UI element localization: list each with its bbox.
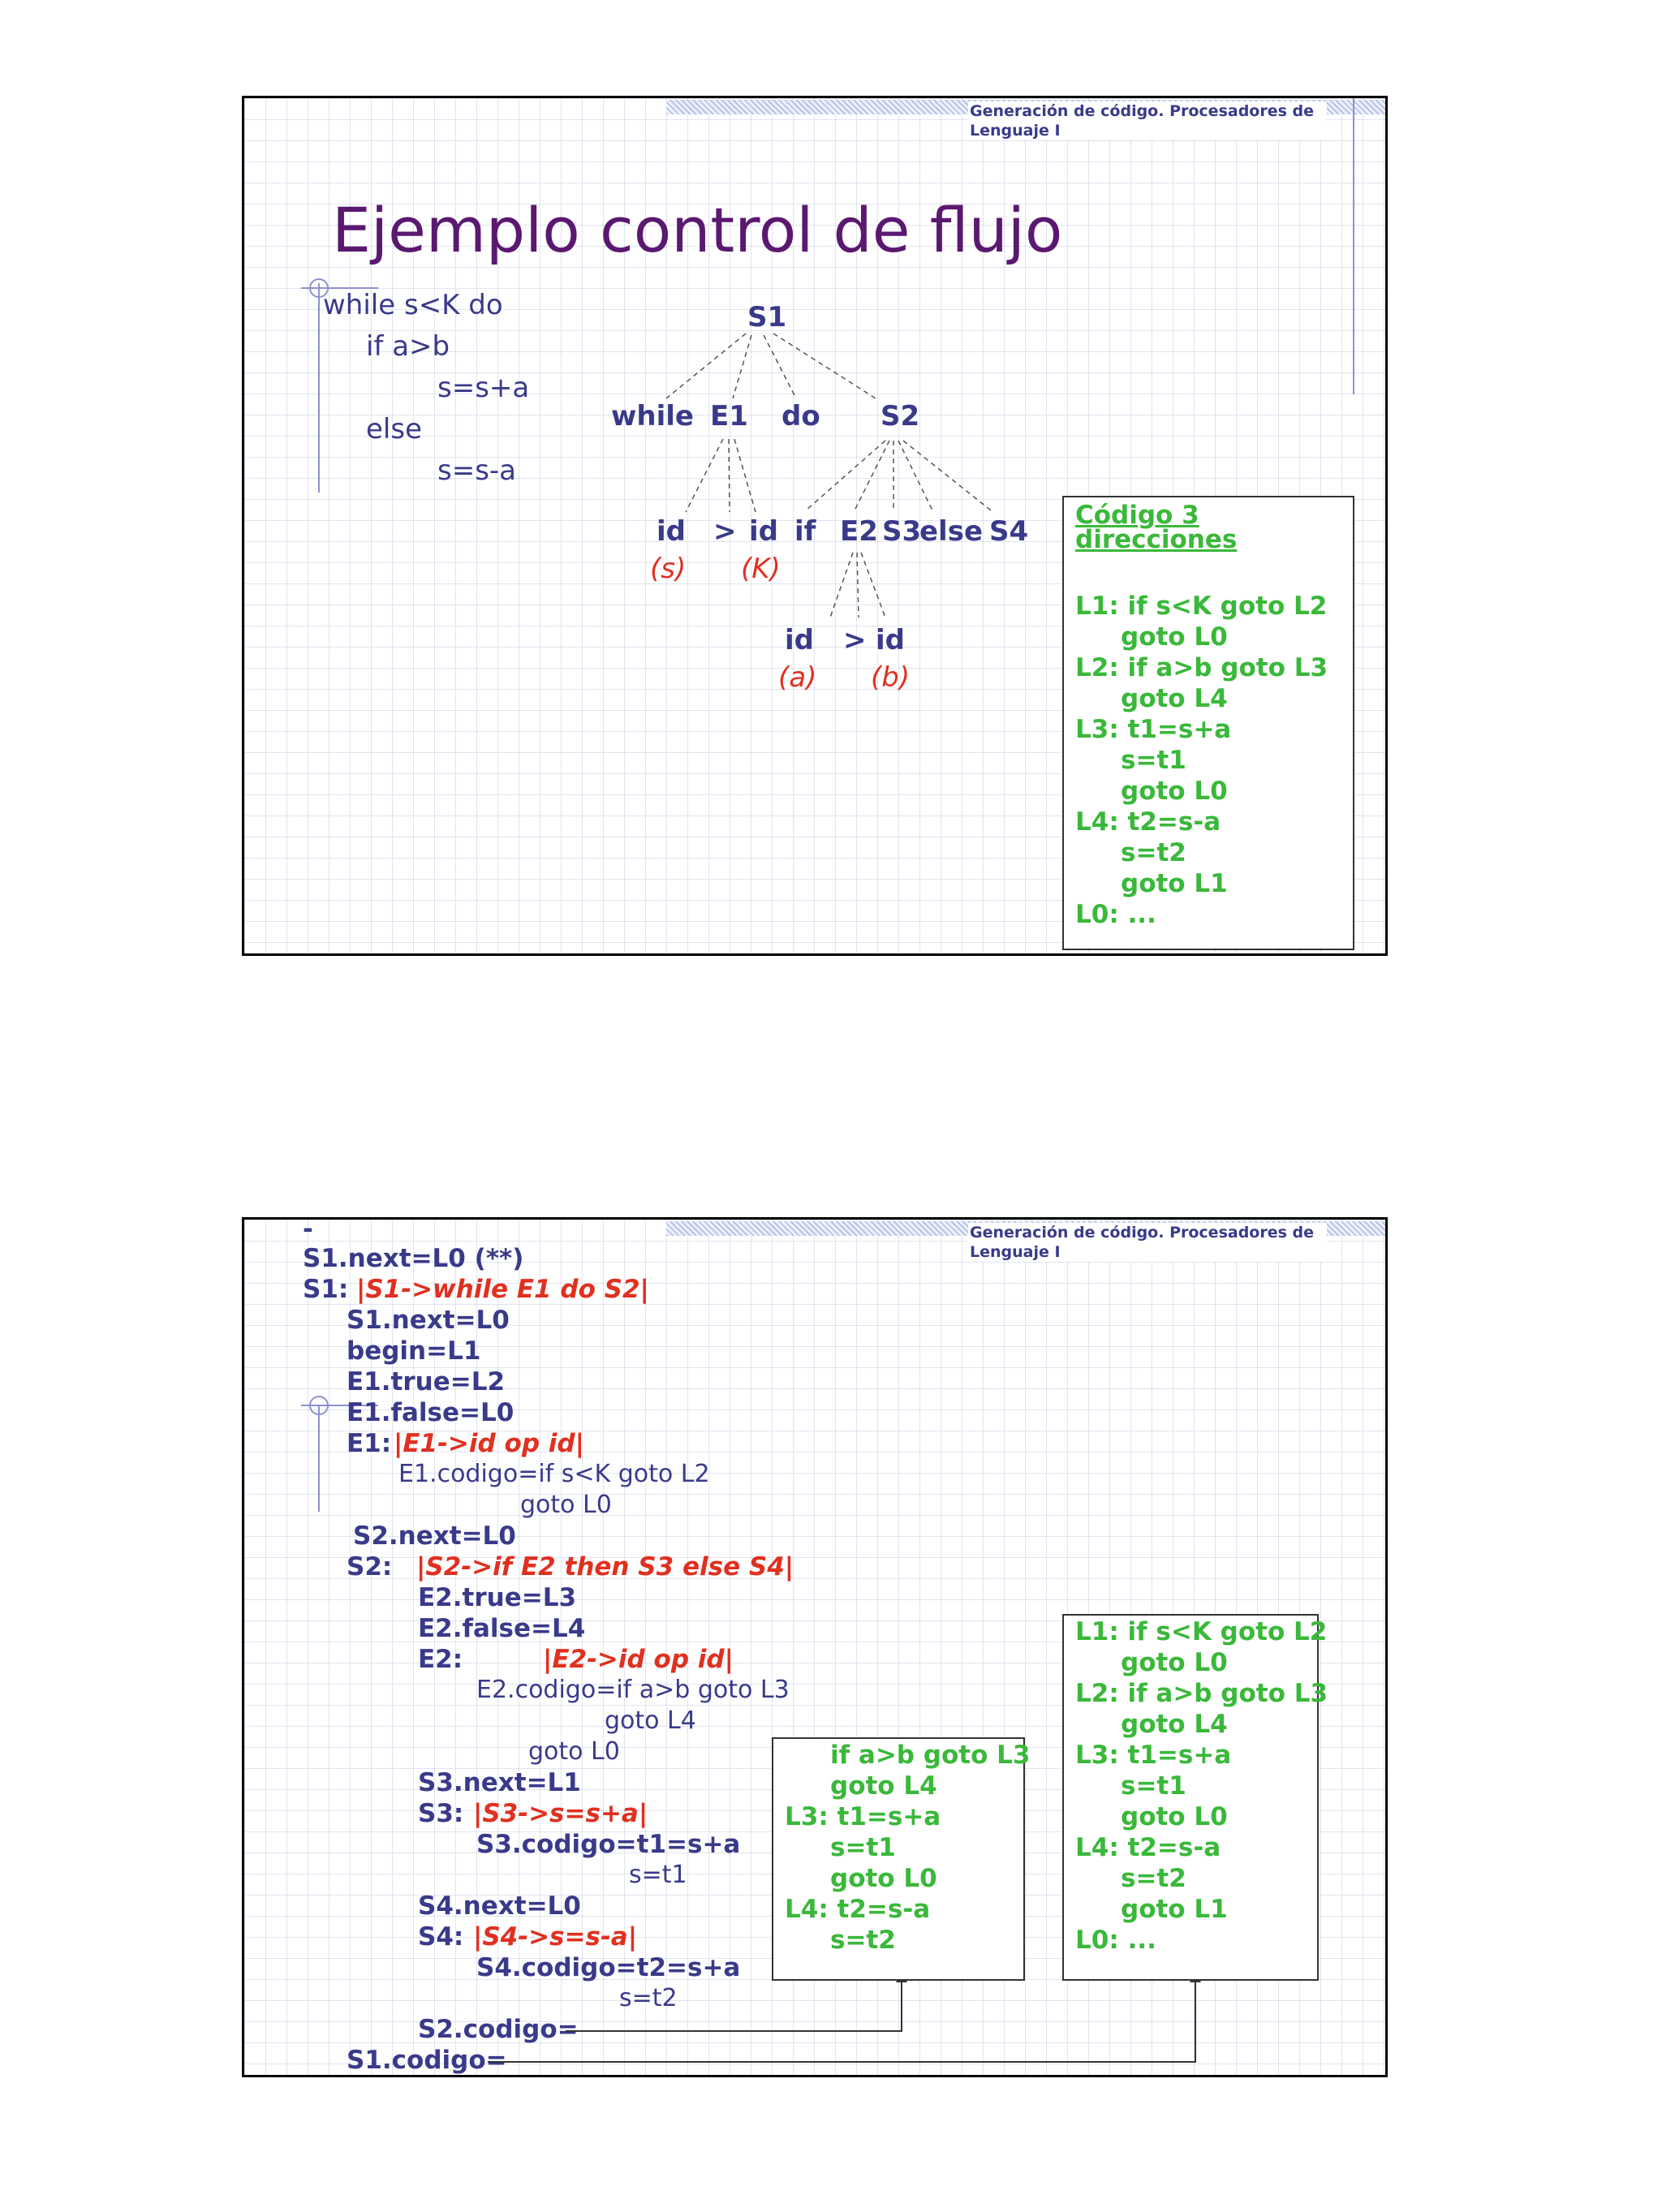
tree-node-id: id <box>876 624 905 656</box>
tree-node-else: else <box>919 515 984 548</box>
code-line: E1.codigo=if s<K goto L2 <box>398 1460 710 1488</box>
code-line: goto L0 <box>520 1491 612 1519</box>
semantic-line: S1.next=L0 <box>347 1306 510 1335</box>
box-heading: Código 3 <box>1075 501 1199 530</box>
code-line: goto L0 <box>1121 1648 1228 1677</box>
tree-node-if: if <box>794 515 816 548</box>
semantic-line: S3.codigo=t1=s+a <box>476 1830 741 1859</box>
semantic-label: S1: <box>303 1275 349 1304</box>
semantic-line: E1.false=L0 <box>347 1398 515 1427</box>
tree-node-s1: S1 <box>747 301 787 334</box>
semantic-label: E2: <box>418 1645 463 1674</box>
code-line: s=t1 <box>1121 746 1186 775</box>
source-line: if a>b <box>366 330 450 363</box>
code-line: s=t2 <box>1121 838 1186 867</box>
code-line: s=t1 <box>1121 1771 1186 1801</box>
tree-node-s2: S2 <box>881 400 920 433</box>
code-line: goto L0 <box>1121 1802 1228 1831</box>
tree-node-id: id <box>657 515 686 548</box>
semantic-line: S2.next=L0 <box>353 1521 516 1551</box>
code-line: L3: t1=s+a <box>785 1802 941 1831</box>
code-line: goto L4 <box>605 1706 696 1735</box>
semantic-line: S1.codigo= <box>347 2046 507 2075</box>
code-line: if a>b goto L3 <box>830 1741 1031 1770</box>
slide-header: Generación de código. Procesadores de Lenguaje I <box>968 101 1327 140</box>
code-line: L0: ... <box>1075 900 1156 929</box>
code-line: s=t2 <box>619 1984 678 2012</box>
production-rule: |S2->if E2 then S3 else S4| <box>416 1552 794 1582</box>
production-rule: |E2->id op id| <box>543 1645 734 1674</box>
tree-node-e2: E2 <box>840 515 878 548</box>
tree-node-gt: > <box>713 515 737 548</box>
tree-node-s3: S3 <box>882 515 922 548</box>
code-line: goto L0 <box>528 1737 620 1766</box>
semantic-line: S2.codigo= <box>418 2015 579 2044</box>
slide-1 <box>242 96 1388 956</box>
production-rule: |S3->s=s+a| <box>473 1799 648 1828</box>
box-heading: direcciones <box>1075 525 1238 554</box>
code-line: goto L4 <box>830 1771 937 1801</box>
tree-node-s4: S4 <box>989 515 1029 548</box>
code-line: L3: t1=s+a <box>1075 1741 1232 1770</box>
production-rule: |E1->id op id| <box>394 1429 584 1458</box>
code-line: s=t1 <box>629 1861 687 1889</box>
code-line: s=t2 <box>1121 1864 1186 1893</box>
code-line: s=t1 <box>830 1833 896 1862</box>
tree-node-e1: E1 <box>710 400 748 433</box>
slide-2 <box>242 1217 1388 2077</box>
tree-value-b: (b) <box>871 661 911 694</box>
source-line: s=s+a <box>437 372 530 404</box>
tree-value-a: (a) <box>778 661 817 694</box>
code-line: L4: t2=s-a <box>785 1895 931 1924</box>
tree-node-id: id <box>749 515 778 548</box>
dash-mark: - <box>303 1217 313 1244</box>
tree-node-gt: > <box>843 624 867 656</box>
code-line: L3: t1=s+a <box>1075 715 1232 744</box>
code-line: L1: if s<K goto L2 <box>1075 1617 1328 1646</box>
code-line: L0: ... <box>1075 1926 1156 1955</box>
semantic-line: S3.next=L1 <box>418 1768 581 1797</box>
tree-value-k: (K) <box>741 553 781 585</box>
semantic-label: S4: <box>418 1922 464 1952</box>
semantic-line: S4.next=L0 <box>418 1891 581 1921</box>
production-rule: |S4->s=s-a| <box>473 1922 638 1952</box>
semantic-line: S4.codigo=t2=s+a <box>476 1953 741 1982</box>
code-line: L4: t2=s-a <box>1075 1833 1221 1862</box>
semantic-label: S3: <box>418 1799 464 1828</box>
code-line: E2.codigo=if a>b goto L3 <box>476 1676 790 1704</box>
code-line: goto L1 <box>1121 869 1228 898</box>
semantic-label: S2: <box>347 1552 393 1582</box>
code-line: goto L0 <box>1121 622 1228 652</box>
tree-node-do: do <box>781 400 820 433</box>
semantic-label: E1: <box>347 1429 392 1458</box>
tree-node-while: while <box>611 400 694 433</box>
semantic-line: begin=L1 <box>347 1336 481 1366</box>
semantic-line: E2.false=L4 <box>418 1614 586 1643</box>
code-line: L1: if s<K goto L2 <box>1075 592 1328 621</box>
code-line: L2: if a>b goto L3 <box>1075 653 1328 682</box>
source-line: s=s-a <box>437 454 517 487</box>
code-line: goto L4 <box>1121 1710 1228 1739</box>
source-line: else <box>366 413 422 445</box>
code-box-large <box>1062 1614 1328 1981</box>
three-address-code-box <box>1062 496 1354 950</box>
production-rule: |S1->while E1 do S2| <box>356 1275 649 1304</box>
source-line: while s<K do <box>323 289 503 321</box>
code-line: L4: t2=s-a <box>1075 807 1221 837</box>
tree-value-s: (s) <box>650 553 687 585</box>
tree-node-id: id <box>785 624 814 656</box>
code-line: goto L4 <box>1121 684 1228 713</box>
code-line: L2: if a>b goto L3 <box>1075 1679 1328 1708</box>
semantic-line: E2.true=L3 <box>418 1583 577 1612</box>
slide-header: Generación de código. Procesadores de Lenguaje I <box>968 1223 1327 1262</box>
code-line: goto L1 <box>1121 1895 1228 1924</box>
semantic-line: S1.next=L0 (**) <box>303 1244 524 1273</box>
page-title: Ejemplo control de flujo <box>332 194 1063 266</box>
code-line: goto L0 <box>830 1864 937 1893</box>
code-line: goto L0 <box>1121 777 1228 806</box>
code-line: s=t2 <box>830 1926 896 1955</box>
semantic-line: E1.true=L2 <box>347 1367 506 1396</box>
code-box-small <box>772 1737 1031 1981</box>
